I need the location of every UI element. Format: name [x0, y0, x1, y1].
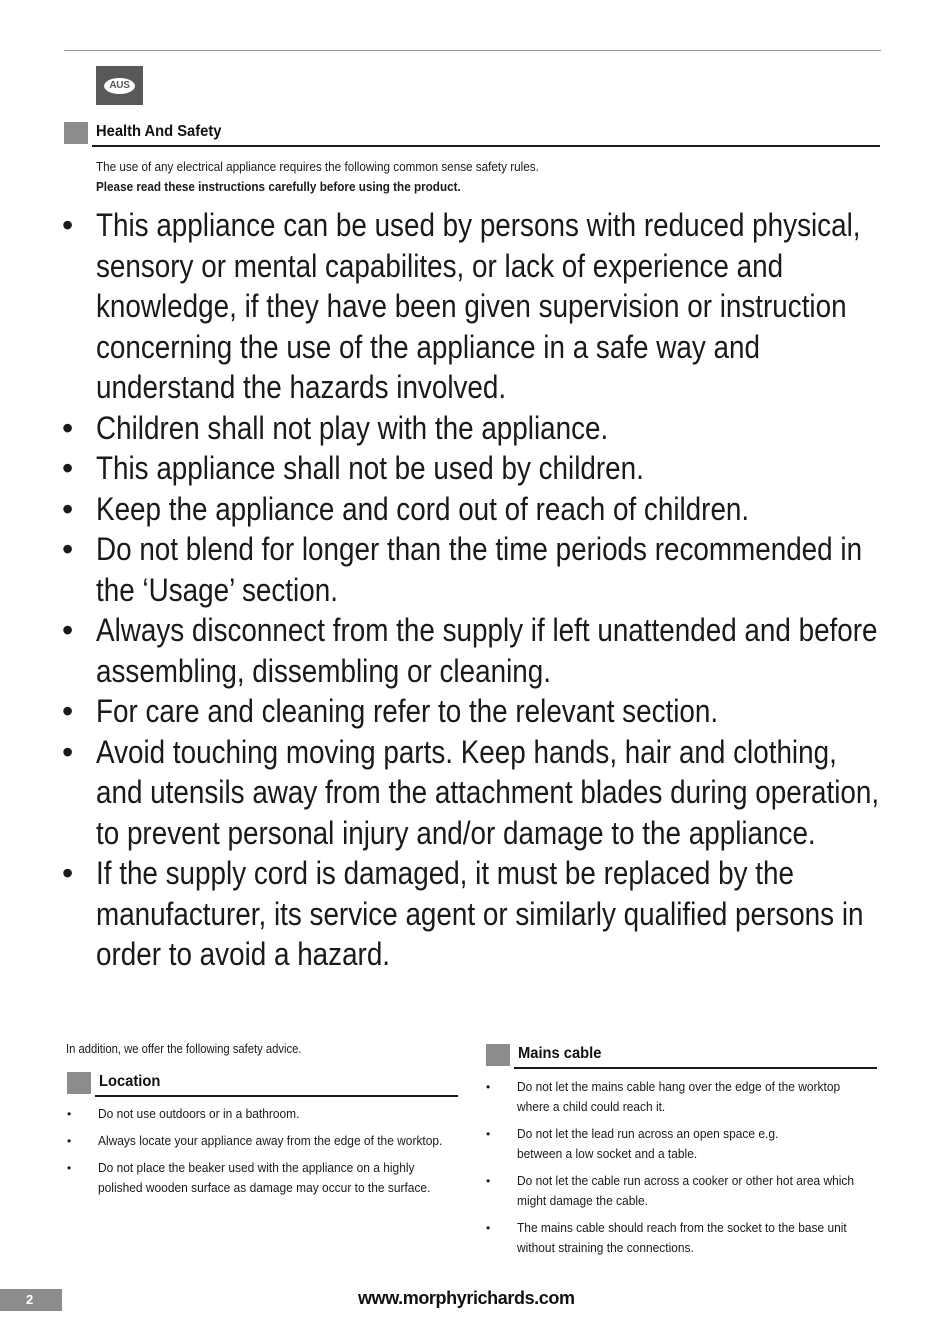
website-url[interactable]: www.morphyrichards.com: [358, 1288, 575, 1308]
intro-line-2: Please read these instructions carefully before using the product.: [96, 179, 461, 194]
list-item: [60, 408, 940, 449]
bullet: •: [62, 531, 74, 567]
list-item: [485, 1171, 885, 1211]
list-item: [60, 529, 940, 610]
location-heading: [67, 1072, 458, 1094]
mains-cable-title: Mains cable: [518, 1045, 602, 1062]
bullet: •: [486, 1127, 491, 1141]
list-item: [60, 489, 940, 530]
mains-cable-heading: [486, 1044, 877, 1066]
list-item: [485, 1077, 885, 1117]
mains-item-text: The mains cable should reach from the socket to the base unit without straining the connections.: [517, 1220, 847, 1255]
region-badge-label: AUS: [104, 78, 134, 94]
heading-underline: [92, 145, 880, 147]
list-item: [60, 610, 940, 691]
bullet: •: [62, 490, 74, 527]
bullet: •: [62, 855, 74, 891]
rule-text: Always disconnect from the supply if left unattended and before assembling, dissembling or cleaning.: [96, 612, 878, 689]
location-item-text: Always locate your appliance away from the edge of the worktop.: [98, 1133, 443, 1148]
bullet: •: [486, 1221, 491, 1235]
mains-item-text: Do not let the cable run across a cooker or other hot area which might damage the cable.: [517, 1173, 855, 1208]
location-item-text: Do not place the beaker used with the appliance on a highly polished wooden surface as damage may occur to the surface.: [98, 1160, 431, 1195]
bullet: •: [486, 1080, 491, 1094]
mains-item-text: Do not let the lead run across an open space e.g. between a low socket and a table.: [517, 1126, 779, 1161]
bullet: •: [67, 1161, 72, 1175]
rule-text: Avoid touching moving parts. Keep hands, hair and clothing, and utensils away from the attachment blades during operation, to prevent personal injury and/or damage to the appliance.: [96, 733, 880, 851]
heading-marker: [64, 122, 88, 144]
intro-line-1: The use of any electrical appliance requires the following common sense safety rules.: [96, 159, 539, 174]
rule-text: This appliance can be used by persons with reduced physical, sensory or mental capabilites, or lack of experience and knowledge, if they have been given supervision or instruction concerning the use of the appliance in a safe way and understand the hazards involved.: [96, 207, 861, 405]
advice-intro: In addition, we offer the following safety advice.: [66, 1042, 302, 1056]
heading-underline: [514, 1067, 877, 1069]
bullet: •: [62, 733, 74, 770]
heading-marker: [486, 1044, 510, 1066]
location-list: [66, 1104, 466, 1205]
rule-text: This appliance shall not be used by children.: [96, 450, 644, 486]
health-safety-intro: [96, 157, 539, 197]
health-safety-heading: [64, 122, 880, 144]
mains-item-text: Do not let the mains cable hang over the edge of the worktop where a child could reach it.: [517, 1079, 841, 1114]
health-safety-title: Health And Safety: [96, 123, 222, 140]
bullet: •: [62, 693, 74, 729]
list-item: [66, 1158, 466, 1198]
list-item: [60, 732, 940, 854]
bullet: •: [67, 1134, 72, 1148]
list-item: [66, 1131, 466, 1151]
heading-marker: [67, 1072, 91, 1094]
rule-text: Keep the appliance and cord out of reach of children.: [96, 490, 750, 527]
list-item: [60, 853, 940, 975]
bullet: •: [486, 1174, 491, 1188]
page-number: 2: [0, 1289, 62, 1311]
heading-underline: [95, 1095, 458, 1097]
list-item: [485, 1124, 885, 1164]
rule-text: For care and cleaning refer to the relevant section.: [96, 693, 719, 729]
bullet: •: [62, 409, 74, 446]
list-item: [485, 1218, 885, 1258]
list-item: [60, 205, 940, 408]
rule-text: Do not blend for longer than the time periods recommended in the ‘Usage’ section.: [96, 531, 863, 608]
rule-text: If the supply cord is damaged, it must be replaced by the manufacturer, its service agent or similarly qualified persons in order to avoid a hazard.: [96, 855, 864, 972]
mains-cable-list: [485, 1077, 885, 1265]
bullet: •: [62, 450, 74, 486]
rule-text: Children shall not play with the appliance.: [96, 409, 609, 446]
location-title: Location: [99, 1073, 161, 1090]
region-badge: [96, 66, 143, 105]
bullet: •: [67, 1107, 72, 1121]
location-item-text: Do not use outdoors or in a bathroom.: [98, 1106, 300, 1121]
bullet: •: [62, 207, 74, 243]
list-item: [66, 1104, 466, 1124]
top-divider: [64, 50, 881, 51]
list-item: [60, 448, 940, 489]
list-item: [60, 691, 940, 732]
safety-rules-list: [60, 205, 940, 975]
bullet: •: [62, 612, 74, 648]
